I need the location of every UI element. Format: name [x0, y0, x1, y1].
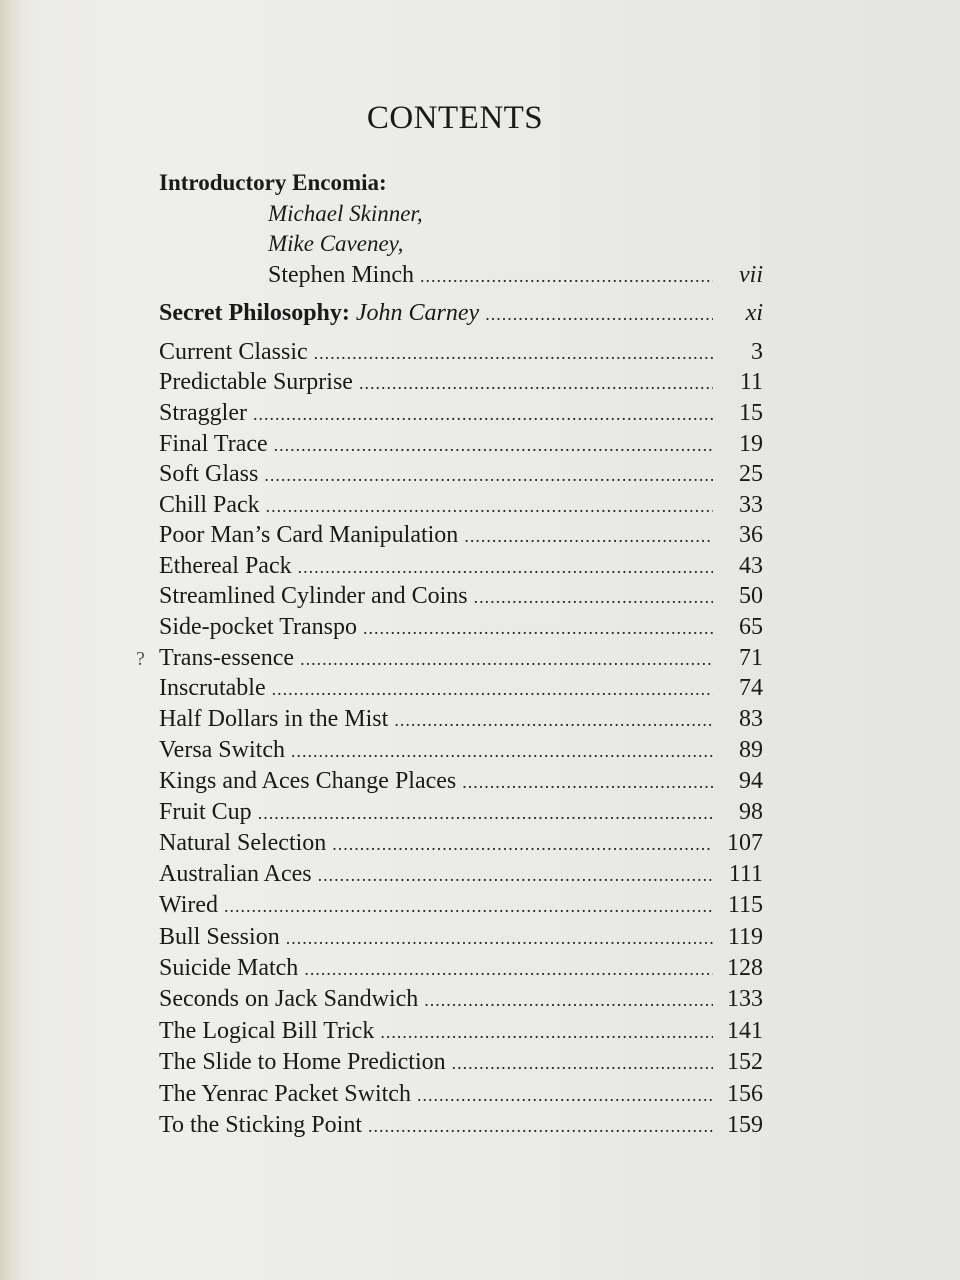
dot-leader: [420, 266, 713, 287]
page-number: xi: [745, 300, 763, 326]
dot-leader: [359, 373, 713, 394]
toc-row[interactable]: [159, 737, 763, 767]
page-number: 89: [739, 737, 763, 763]
page-number: 156: [727, 1081, 763, 1107]
toc-row[interactable]: [159, 1112, 763, 1142]
dot-leader: [380, 1022, 713, 1043]
page-number: 152: [727, 1049, 763, 1075]
toc-row[interactable]: [159, 1018, 763, 1048]
dot-leader: [318, 865, 713, 886]
entry-title: To the Sticking Point: [159, 1112, 362, 1138]
toc-row[interactable]: [159, 768, 763, 798]
entry-title: Final Trace: [159, 431, 268, 457]
page-number: 25: [739, 461, 763, 487]
dot-leader: [424, 990, 713, 1011]
entry-title: Half Dollars in the Mist: [159, 706, 389, 732]
intro-name-2: Mike Caveney,: [268, 231, 404, 256]
dot-leader: [464, 526, 713, 547]
dot-leader: [266, 496, 713, 517]
toc-row[interactable]: [159, 861, 763, 891]
entry-title: Kings and Aces Change Places: [159, 768, 457, 794]
dot-leader: [258, 803, 713, 824]
intro-name-1: Michael Skinner,: [268, 201, 423, 226]
philosophy-author: John Carney: [355, 300, 480, 326]
toc-row[interactable]: [159, 1049, 763, 1079]
page-number: 115: [727, 892, 763, 918]
dot-leader: [274, 435, 713, 456]
page-number: 36: [739, 522, 763, 548]
page-number: 83: [739, 706, 763, 732]
entry-title: Wired: [159, 892, 219, 918]
page-gutter-shadow: [0, 0, 18, 1280]
intro-heading: Introductory Encomia:: [159, 170, 387, 195]
dot-leader: [332, 834, 713, 855]
entry-title: Versa Switch: [159, 737, 285, 763]
entry-title: Current Classic: [159, 339, 308, 365]
entry-title: Soft Glass: [159, 461, 259, 487]
page-number: 50: [739, 583, 763, 609]
page-number: 159: [727, 1112, 763, 1138]
dot-leader: [304, 959, 713, 980]
toc-row[interactable]: [159, 799, 763, 829]
toc-row[interactable]: [159, 986, 763, 1016]
page-number: 107: [727, 830, 763, 856]
entry-title: Streamlined Cylinder and Coins: [159, 583, 468, 609]
dot-leader: [298, 557, 713, 578]
dot-leader: [363, 618, 713, 639]
entry-title: Bull Session: [159, 924, 280, 950]
entry-title: Fruit Cup: [159, 799, 252, 825]
page-number: 74: [739, 675, 763, 701]
toc-row[interactable]: [159, 675, 763, 705]
toc-row[interactable]: [159, 830, 763, 860]
dot-leader: [291, 741, 713, 762]
philosophy-label: Secret Philosophy:: [159, 300, 350, 326]
dot-leader: [264, 465, 713, 486]
dot-leader: [394, 710, 713, 731]
toc-row[interactable]: [159, 614, 763, 644]
page-number: 11: [739, 369, 763, 395]
page-number: 128: [727, 955, 763, 981]
page-number: 133: [727, 986, 763, 1012]
toc-row[interactable]: [159, 339, 763, 369]
entry-title: The Yenrac Packet Switch: [159, 1081, 411, 1107]
entry-title: Predictable Surprise: [159, 369, 353, 395]
contents-title: CONTENTS: [366, 100, 544, 136]
page-number: 15: [739, 400, 763, 426]
page-number: 119: [727, 924, 763, 950]
page-number: 98: [739, 799, 763, 825]
dot-leader: [224, 896, 713, 917]
toc-row[interactable]: [159, 955, 763, 985]
toc-row[interactable]: [159, 892, 763, 922]
dot-leader: [485, 304, 713, 325]
toc-row[interactable]: [159, 369, 763, 399]
page-number: vii: [739, 262, 763, 288]
toc-row[interactable]: [159, 924, 763, 954]
dot-leader: [272, 679, 713, 700]
toc-row[interactable]: [159, 522, 763, 552]
page-number: 71: [739, 645, 763, 671]
dot-leader: [462, 772, 713, 793]
entry-title: Ethereal Pack: [159, 553, 292, 579]
entry-title: Trans-essence: [159, 645, 295, 671]
entry-title: Suicide Match: [159, 955, 299, 981]
margin-question-mark: ?: [136, 648, 145, 670]
entry-title: Natural Selection: [159, 830, 327, 856]
toc-row[interactable]: [159, 400, 763, 430]
dot-leader: [474, 587, 713, 608]
dot-leader: [314, 343, 713, 364]
toc-row[interactable]: [159, 706, 763, 736]
toc-row[interactable]: [159, 461, 763, 491]
philosophy-label-group: [159, 300, 479, 327]
toc-row-philosophy[interactable]: [159, 300, 763, 330]
entry-title: Inscrutable: [159, 675, 266, 701]
toc-row[interactable]: [159, 645, 763, 675]
entry-title: The Logical Bill Trick: [159, 1018, 375, 1044]
toc-row[interactable]: [159, 492, 763, 522]
toc-row[interactable]: [159, 583, 763, 613]
entry-title: The Slide to Home Prediction: [159, 1049, 446, 1075]
dot-leader: [368, 1116, 713, 1137]
dot-leader: [286, 928, 713, 949]
entry-title: Seconds on Jack Sandwich: [159, 986, 419, 1012]
dot-leader: [417, 1085, 713, 1106]
dot-leader: [300, 649, 713, 670]
intro-name-3: Stephen Minch: [268, 262, 414, 288]
page-number: 19: [739, 431, 763, 457]
page-number: 141: [727, 1018, 763, 1044]
entry-title: Straggler: [159, 400, 247, 426]
page-number: 3: [751, 339, 763, 365]
page-number: 43: [739, 553, 763, 579]
toc-row[interactable]: [159, 431, 763, 461]
toc-row[interactable]: [159, 553, 763, 583]
entry-title: Australian Aces: [159, 861, 312, 887]
dot-leader: [452, 1053, 713, 1074]
toc-row[interactable]: [159, 1081, 763, 1111]
page-number: 65: [739, 614, 763, 640]
entry-title: Poor Man’s Card Manipulation: [159, 522, 459, 548]
dot-leader: [253, 404, 713, 425]
page-number: 33: [739, 492, 763, 518]
page-number: 111: [728, 861, 763, 887]
page-number: 94: [739, 768, 763, 794]
toc-row-intro[interactable]: [268, 262, 763, 292]
entry-title: Chill Pack: [159, 492, 260, 518]
entry-title: Side-pocket Transpo: [159, 614, 357, 640]
